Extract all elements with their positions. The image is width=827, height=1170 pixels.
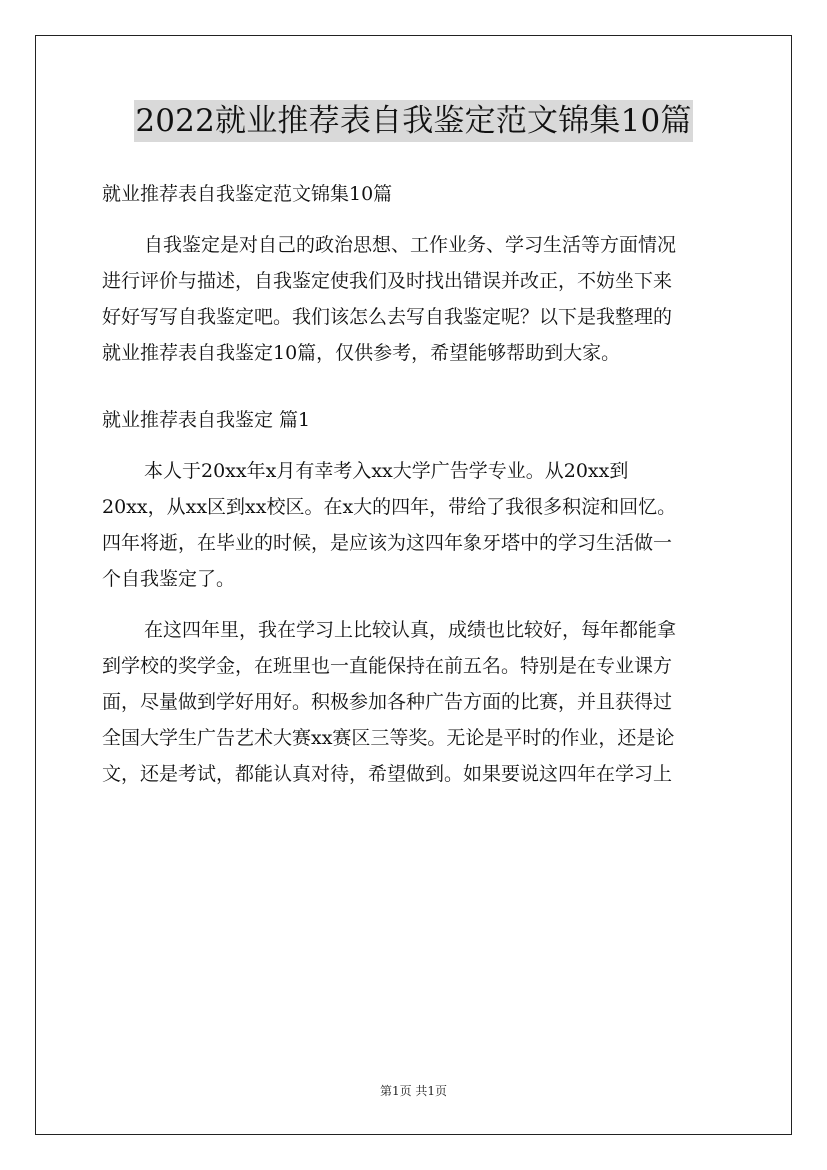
intro-line: 进行评价与描述，自我鉴定使我们及时找出错误并改正，不妨坐下来 [102, 270, 673, 292]
paragraph-line: 文，还是考试，都能认真对待，希望做到。如果要说这四年在学习上 [102, 763, 673, 785]
paragraph-line: 20xx，从xx区到xx校区。在x大的四年，带给了我很多积淀和回忆。 [102, 496, 677, 518]
paragraph-line: 个自我鉴定了。 [102, 568, 236, 590]
document-subtitle: 就业推荐表自我鉴定范文锦集10篇 [102, 183, 393, 205]
paragraph-line: 本人于20xx年x月有幸考入xx大学广告学专业。从20xx到 [144, 460, 629, 482]
title-container [0, 100, 827, 142]
paragraph-line: 在这四年里，我在学习上比较认真，成绩也比较好，每年都能拿 [144, 619, 677, 641]
section-heading: 就业推荐表自我鉴定 篇1 [102, 409, 311, 431]
paragraph-line: 面，尽量做到学好用好。积极参加各种广告方面的比赛，并且获得过 [102, 691, 673, 713]
paragraph-2 [102, 612, 727, 792]
paragraph-line: 到学校的奖学金，在班里也一直能保持在前五名。特别是在专业课方 [102, 655, 673, 677]
intro-paragraph [102, 227, 727, 371]
intro-line: 自我鉴定是对自己的政治思想、工作业务、学习生活等方面情况 [144, 234, 677, 256]
page-footer: 第1页 共1页 [379, 1084, 448, 1098]
paragraph-line: 全国大学生广告艺术大赛xx赛区三等奖。无论是平时的作业，还是论 [102, 727, 675, 749]
intro-line: 就业推荐表自我鉴定10篇，仅供参考，希望能够帮助到大家。 [102, 342, 621, 364]
intro-line: 好好写写自我鉴定吧。我们该怎么去写自我鉴定呢？以下是我整理的 [102, 306, 673, 328]
document-title: 2022就业推荐表自我鉴定范文锦集10篇 [134, 100, 692, 142]
paragraph-line: 四年将逝，在毕业的时候，是应该为这四年象牙塔中的学习生活做一 [102, 532, 673, 554]
paragraph-1 [102, 453, 727, 597]
document-body [102, 176, 727, 792]
